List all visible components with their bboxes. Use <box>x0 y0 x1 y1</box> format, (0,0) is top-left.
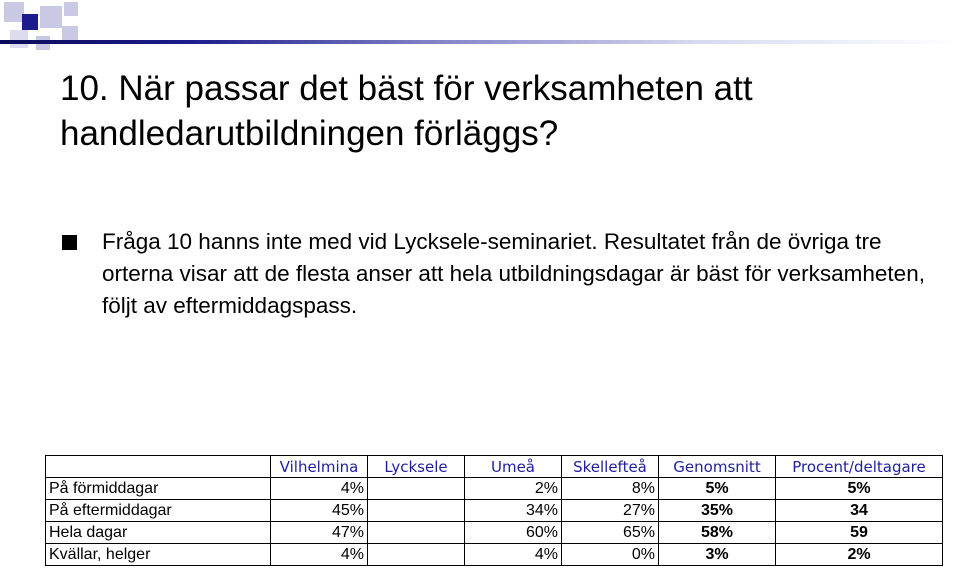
table-cell: 5% <box>659 478 776 500</box>
table-cell: 45% <box>271 500 368 522</box>
header-cell: Procent/deltagare <box>776 456 943 478</box>
table-cell: 34 <box>776 500 943 522</box>
row-label: Hela dagar <box>46 522 271 544</box>
title-rule <box>0 40 960 44</box>
deco-square <box>64 2 78 16</box>
table-cell: 47% <box>271 522 368 544</box>
table-header-row <box>46 456 943 478</box>
header-cell: Skellefteå <box>562 456 659 478</box>
table-cell <box>368 500 465 522</box>
table-row <box>46 522 943 544</box>
table-cell: 60% <box>465 522 562 544</box>
table-cell: 8% <box>562 478 659 500</box>
table-cell: 0% <box>562 544 659 566</box>
deco-square <box>22 14 38 30</box>
bullet-text: Fråga 10 hanns inte med vid Lycksele-seminariet. Resultatet från de övriga tre orterna visar att de flesta anser att hela utbildningsdagar är bäst för verksamheten, följt av eftermiddagspass. <box>102 229 925 318</box>
bullet-point <box>60 226 940 322</box>
header-cell: Genomsnitt <box>659 456 776 478</box>
table-cell <box>368 544 465 566</box>
header-cell <box>46 456 271 478</box>
table-cell: 27% <box>562 500 659 522</box>
table-cell: 34% <box>465 500 562 522</box>
table-row <box>46 478 943 500</box>
table-cell: 35% <box>659 500 776 522</box>
table-cell: 5% <box>776 478 943 500</box>
table-cell: 4% <box>271 478 368 500</box>
header-cell: Vilhelmina <box>271 456 368 478</box>
table-row <box>46 500 943 522</box>
header-cell: Lycksele <box>368 456 465 478</box>
deco-square <box>40 6 62 28</box>
table-cell: 58% <box>659 522 776 544</box>
header-cell: Umeå <box>465 456 562 478</box>
table-cell: 4% <box>465 544 562 566</box>
table-cell <box>368 478 465 500</box>
table-cell: 65% <box>562 522 659 544</box>
row-label: På eftermiddagar <box>46 500 271 522</box>
deco-square <box>4 2 24 22</box>
row-label: Kvällar, helger <box>46 544 271 566</box>
table-cell: 4% <box>271 544 368 566</box>
results-table <box>45 455 943 566</box>
square-bullet-icon <box>62 235 77 250</box>
slide-title: 10. När passar det bäst för verksamheten att handledarutbildningen förläggs? <box>60 69 753 153</box>
table-cell: 3% <box>659 544 776 566</box>
table-cell: 59 <box>776 522 943 544</box>
table-cell: 2% <box>776 544 943 566</box>
deco-square <box>10 30 28 48</box>
row-label: På förmiddagar <box>46 478 271 500</box>
table-cell <box>368 522 465 544</box>
table-cell: 2% <box>465 478 562 500</box>
table-row <box>46 544 943 566</box>
